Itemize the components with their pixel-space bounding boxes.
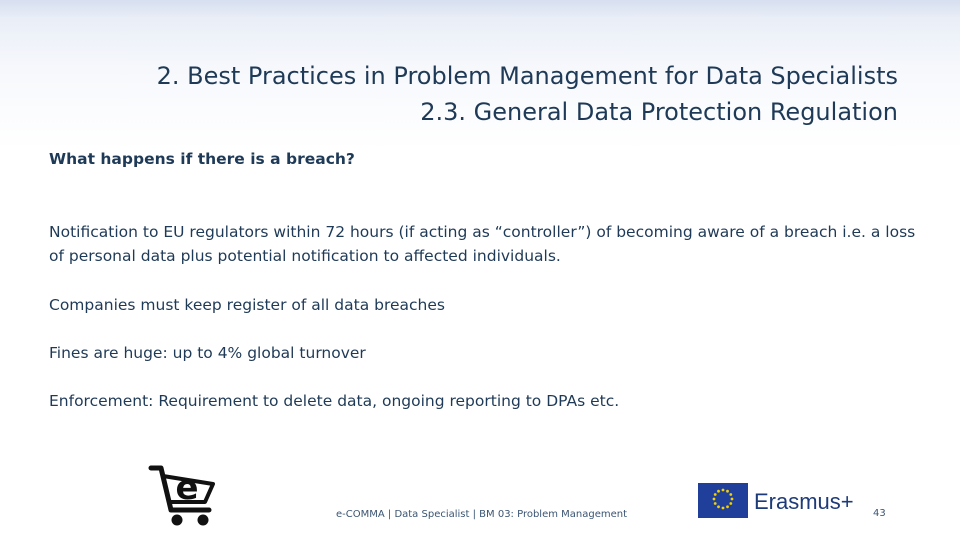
eu-flag-icon (698, 483, 748, 518)
paragraph-fines: Fines are huge: up to 4% global turnover (49, 344, 366, 362)
slide-subheading: What happens if there is a breach? (49, 150, 355, 168)
slide-title (38, 58, 898, 130)
slide-title-line-2: 2.3. General Data Protection Regulation (420, 98, 898, 126)
slide-title-line-1: 2. Best Practices in Problem Management for Data Specialists (156, 62, 898, 90)
erasmus-logo-graphic (691, 475, 876, 525)
erasmus-plus-logo (691, 475, 876, 525)
erasmus-logo-text: Erasmus+ (754, 489, 854, 514)
paragraph-notification: Notification to EU regulators within 72 hours (if acting as “controller”) of becoming aware of a breach i.e. a loss of personal data plus potential notification to affected individuals. (49, 223, 916, 265)
paragraph-enforcement: Enforcement: Requirement to delete data, ongoing reporting to DPAs etc. (49, 392, 620, 410)
paragraph-register: Companies must keep register of all data breaches (49, 296, 445, 314)
cart-logo-letter: e (175, 468, 199, 508)
ecomma-cart-logo (141, 454, 227, 530)
e-cart-logo-icon (141, 454, 227, 530)
footer-text: e-COMMA | Data Specialist | BM 03: Problem Management (336, 509, 628, 520)
page-number: 43 (873, 508, 886, 519)
